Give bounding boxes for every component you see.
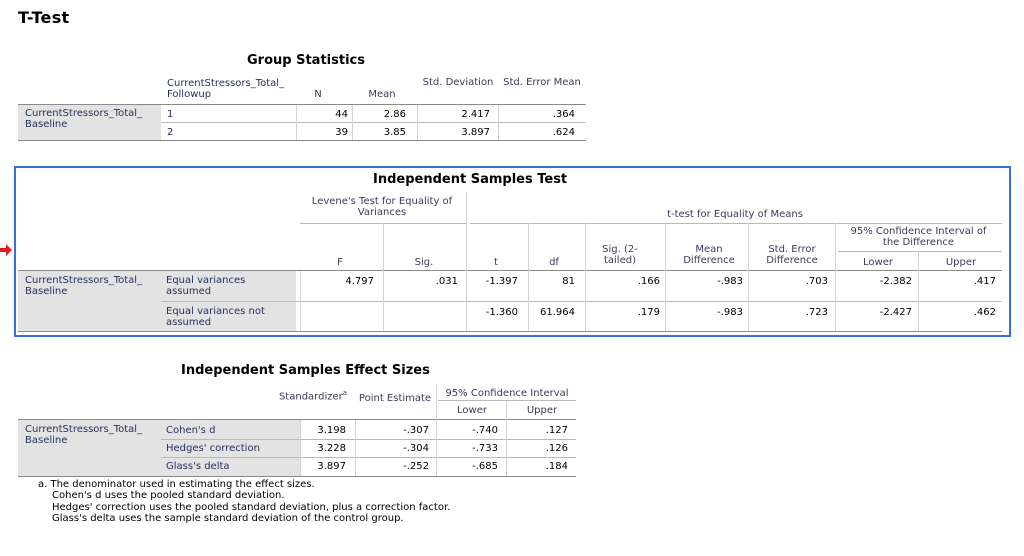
cell-sed: .723 — [805, 307, 828, 318]
cell-upper: .417 — [973, 276, 996, 287]
cell-md: -.983 — [717, 276, 743, 287]
cell-mean: 3.85 — [383, 127, 406, 138]
cell-n: 39 — [335, 127, 348, 138]
cell-upper: .126 — [545, 443, 568, 454]
footnote-hedges: Hedges' correction uses the pooled standard deviation, plus a correction factor. — [52, 502, 451, 513]
ttest-header: t-test for Equality of Means — [667, 209, 803, 220]
page-title: T-Test — [18, 8, 70, 27]
col-header-standardizer: Standardizer$^a$ — [278, 389, 348, 403]
cell-point-estimate: -.252 — [403, 461, 429, 472]
cell-t: -1.397 — [485, 276, 518, 287]
ci-header: 95% Confidence Interval of the Difference — [850, 226, 987, 248]
cell-upper: .127 — [545, 425, 568, 436]
ci-header-effect: 95% Confidence Interval — [445, 388, 569, 399]
cell-standardizer: 3.198 — [317, 425, 346, 436]
footnote-glass: Glass's delta uses the sample standard deviation of the control group. — [52, 513, 404, 524]
cell-md: -.983 — [717, 307, 743, 318]
effect-title: Independent Samples Effect Sizes — [181, 363, 430, 378]
col-header-t: t — [494, 257, 498, 268]
effect-row-var: CurrentStressors_Total_ Baseline — [25, 424, 143, 446]
footnote-a: a. The denominator used in estimating the effect sizes. — [38, 479, 315, 490]
cell-lower: -2.382 — [879, 276, 912, 287]
cell-upper: .462 — [973, 307, 996, 318]
cell-lower: -.740 — [472, 425, 498, 436]
col-header-sig2: Sig. (2-tailed) — [602, 244, 638, 266]
col-header-n: N — [314, 89, 322, 100]
cell-sig: .031 — [435, 276, 458, 287]
cell-lower: -.733 — [472, 443, 498, 454]
group-label: 1 — [167, 109, 174, 120]
cell-point-estimate: -.307 — [403, 425, 429, 436]
row-label: Cohen's d — [166, 425, 216, 436]
cell-f: 4.797 — [345, 276, 374, 287]
row-label: Glass's delta — [166, 461, 230, 472]
cell-point-estimate: -.304 — [403, 443, 429, 454]
col-header-upper: Upper — [526, 405, 558, 416]
cell-sd: 2.417 — [461, 109, 490, 120]
cell-lower: -.685 — [472, 461, 498, 472]
col-header-upper: Upper — [945, 257, 977, 268]
cell-sig2: .179 — [637, 307, 660, 318]
row-label: Hedges' correction — [166, 443, 260, 454]
selection-arrow-icon — [0, 244, 12, 256]
col-header-md: Mean Difference — [683, 244, 735, 266]
col-header-sed: Std. Error Difference — [766, 244, 818, 266]
col-header-lower: Lower — [457, 405, 487, 416]
group-label: 2 — [167, 127, 174, 138]
col-header-lower: Lower — [863, 257, 893, 268]
cell-df: 81 — [562, 276, 575, 287]
cell-sig2: .166 — [637, 276, 660, 287]
cell-sed: .703 — [805, 276, 828, 287]
col-header-f: F — [337, 257, 343, 268]
levene-header: Levene's Test for Equality of Variances — [311, 196, 453, 218]
col-header-df: df — [549, 257, 559, 268]
col-header-point-estimate: Point Estimate — [358, 393, 432, 404]
cell-lower: -2.427 — [879, 307, 912, 318]
ind-test-title: Independent Samples Test — [373, 172, 568, 187]
ind-test-row-var: CurrentStressors_Total_ Baseline — [25, 275, 143, 297]
cell-sd: 3.897 — [461, 127, 490, 138]
cell-upper: .184 — [545, 461, 568, 472]
cell-n: 44 — [335, 109, 348, 120]
row-label: Equal variances not assumed — [166, 306, 265, 328]
col-header-sig: Sig. — [414, 257, 434, 268]
cell-t: -1.360 — [485, 307, 518, 318]
footnote-cohen: Cohen's d uses the pooled standard deviation. — [52, 490, 285, 501]
col-header-se: Std. Error Mean — [503, 77, 581, 88]
group-stats-row-var: CurrentStressors_Total_ Baseline — [25, 108, 143, 130]
cell-standardizer: 3.897 — [317, 461, 346, 472]
cell-mean: 2.86 — [383, 109, 406, 120]
cell-df: 61.964 — [540, 307, 575, 318]
group-stats-title: Group Statistics — [247, 53, 365, 68]
col-header-sd: Std. Deviation — [422, 77, 494, 88]
cell-se: .624 — [552, 127, 575, 138]
cell-standardizer: 3.228 — [317, 443, 346, 454]
group-stats-group-var: CurrentStressors_Total_ Followup — [167, 78, 285, 100]
row-label: Equal variances assumed — [166, 275, 246, 297]
col-header-mean: Mean — [368, 89, 396, 100]
cell-se: .364 — [552, 109, 575, 120]
